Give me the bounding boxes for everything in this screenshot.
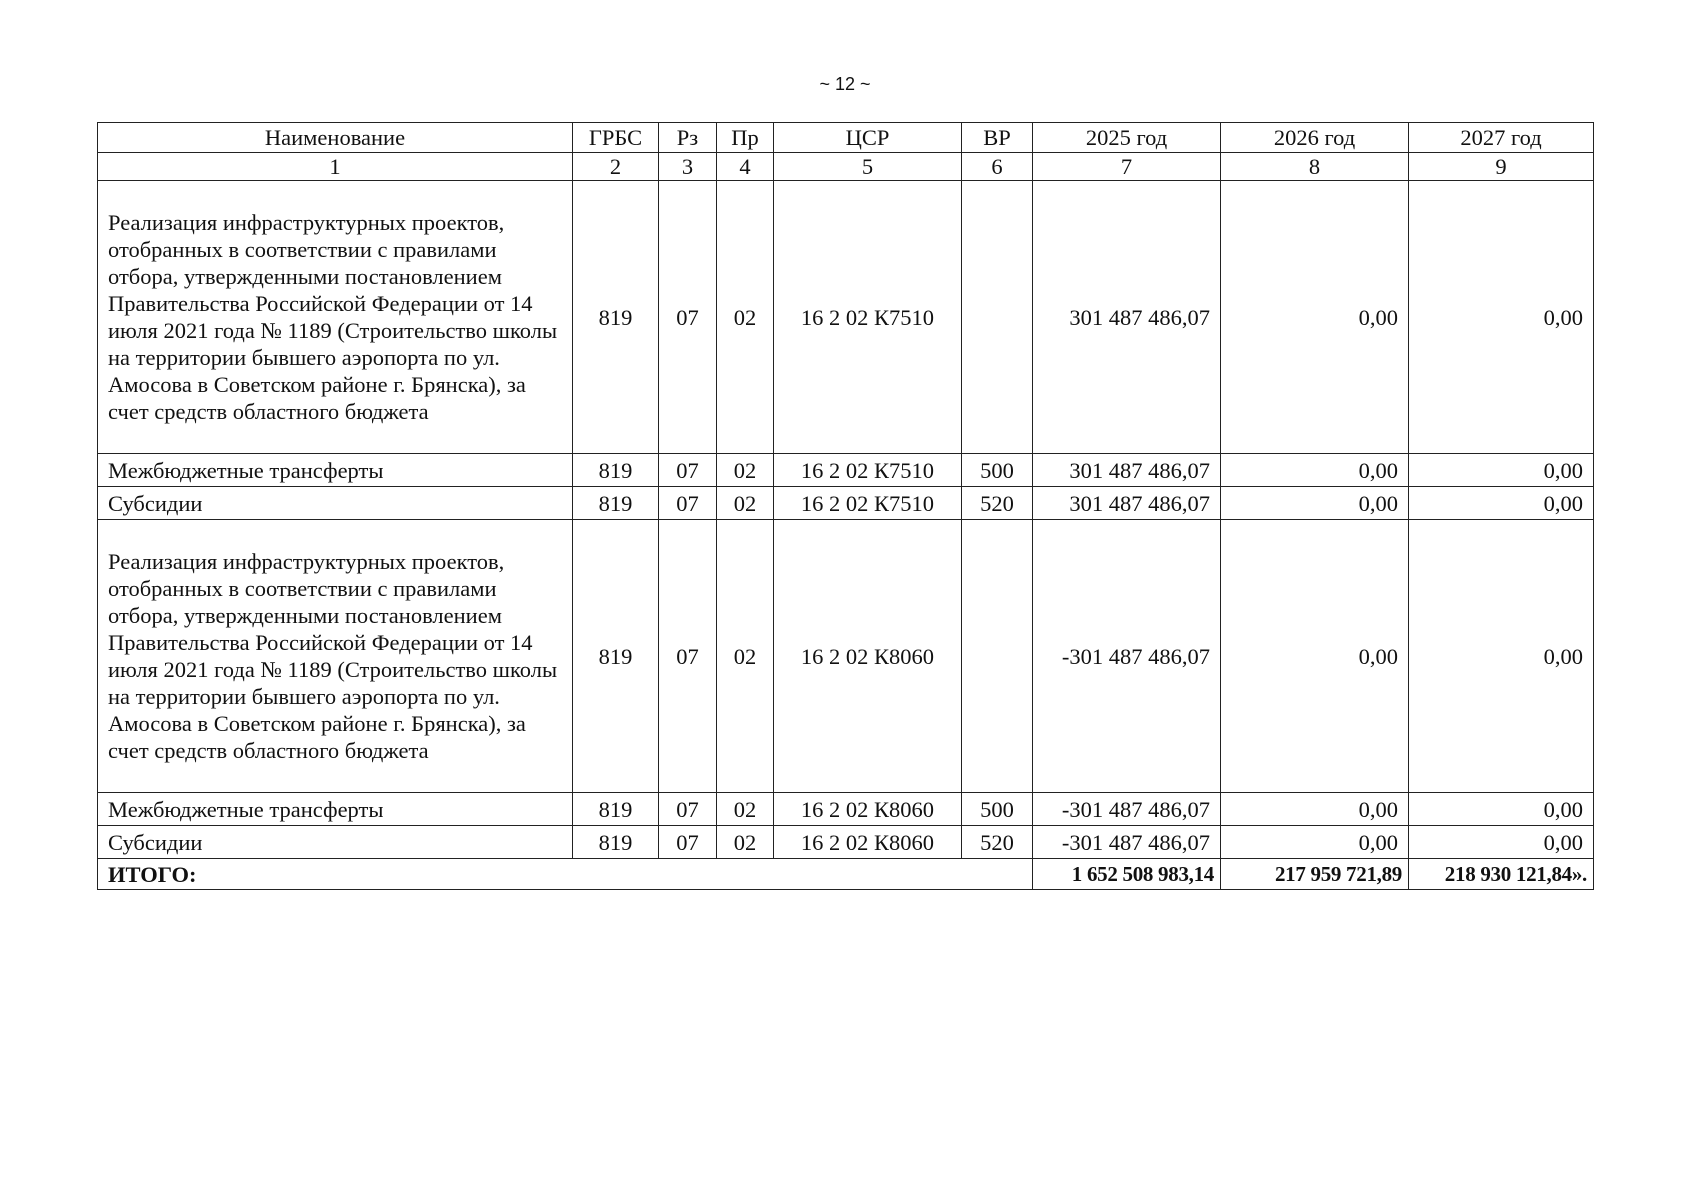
row-grbs: 819 [573,487,659,520]
row-2027: 0,00 [1409,487,1594,520]
row-name: Субсидии [98,826,573,859]
row-2026: 0,00 [1221,793,1409,826]
row-csr: 16 2 02 К7510 [774,181,962,454]
row-vr [962,181,1033,454]
row-2026: 0,00 [1221,826,1409,859]
row-csr: 16 2 02 К8060 [774,793,962,826]
header-rz: Рз [659,123,717,153]
table-row [98,826,1594,859]
table-row [98,454,1594,487]
total-row [98,859,1594,890]
row-name: Реализация инфраструктурных проектов, отобранных в соответствии с правилами отбора, утвержденными постановлением Правительства Российской Федерации от 14 июля 2021 года № 1189 (Строительство школы на территории бывшего аэропорта по ул. Амосова в Советском районе г. Брянска), за счет средств областного бюджета [98,181,573,454]
row-2026: 0,00 [1221,487,1409,520]
table-row [98,520,1594,793]
row-grbs: 819 [573,181,659,454]
row-2025: -301 487 486,07 [1033,520,1221,793]
row-pr: 02 [717,826,774,859]
row-2025: 301 487 486,07 [1033,454,1221,487]
header-vr: ВР [962,123,1033,153]
row-rz: 07 [659,793,717,826]
total-2026: 217 959 721,89 [1221,859,1409,890]
table-row [98,181,1594,454]
header-pr: Пр [717,123,774,153]
header-2027: 2027 год [1409,123,1594,153]
row-2025: -301 487 486,07 [1033,793,1221,826]
total-label: ИТОГО: [98,859,1033,890]
table-row [98,487,1594,520]
column-number-row [98,153,1594,181]
row-rz: 07 [659,826,717,859]
column-number: 3 [659,153,717,181]
column-number: 4 [717,153,774,181]
row-rz: 07 [659,487,717,520]
row-2027: 0,00 [1409,826,1594,859]
column-number: 7 [1033,153,1221,181]
total-2025: 1 652 508 983,14 [1033,859,1221,890]
row-pr: 02 [717,454,774,487]
row-grbs: 819 [573,826,659,859]
column-number: 8 [1221,153,1409,181]
row-name: Межбюджетные трансферты [98,793,573,826]
header-name: Наименование [98,123,573,153]
header-csr: ЦСР [774,123,962,153]
row-rz: 07 [659,181,717,454]
header-2026: 2026 год [1221,123,1409,153]
row-grbs: 819 [573,454,659,487]
column-number: 6 [962,153,1033,181]
row-name: Межбюджетные трансферты [98,454,573,487]
table-header-row [98,123,1594,153]
header-2025: 2025 год [1033,123,1221,153]
header-grbs: ГРБС [573,123,659,153]
row-2027: 0,00 [1409,520,1594,793]
row-csr: 16 2 02 К8060 [774,520,962,793]
row-grbs: 819 [573,520,659,793]
row-name: Реализация инфраструктурных проектов, отобранных в соответствии с правилами отбора, утвержденными постановлением Правительства Российской Федерации от 14 июля 2021 года № 1189 (Строительство школы на территории бывшего аэропорта по ул. Амосова в Советском районе г. Брянска), за счет средств областного бюджета [98,520,573,793]
row-2026: 0,00 [1221,454,1409,487]
row-pr: 02 [717,520,774,793]
row-pr: 02 [717,181,774,454]
row-pr: 02 [717,487,774,520]
budget-table [97,122,1594,890]
row-pr: 02 [717,793,774,826]
row-2027: 0,00 [1409,181,1594,454]
row-2025: -301 487 486,07 [1033,826,1221,859]
row-grbs: 819 [573,793,659,826]
row-name: Субсидии [98,487,573,520]
row-2027: 0,00 [1409,793,1594,826]
row-csr: 16 2 02 К7510 [774,487,962,520]
column-number: 9 [1409,153,1594,181]
row-vr: 520 [962,826,1033,859]
column-number: 1 [98,153,573,181]
row-2026: 0,00 [1221,520,1409,793]
row-vr [962,520,1033,793]
row-2025: 301 487 486,07 [1033,487,1221,520]
row-2026: 0,00 [1221,181,1409,454]
row-rz: 07 [659,520,717,793]
total-2027: 218 930 121,84». [1409,859,1594,890]
row-csr: 16 2 02 К8060 [774,826,962,859]
column-number: 2 [573,153,659,181]
row-vr: 500 [962,793,1033,826]
column-number: 5 [774,153,962,181]
row-2025: 301 487 486,07 [1033,181,1221,454]
row-csr: 16 2 02 К7510 [774,454,962,487]
table-row [98,793,1594,826]
page-number: ~ 12 ~ [819,74,871,94]
row-2027: 0,00 [1409,454,1594,487]
row-rz: 07 [659,454,717,487]
row-vr: 520 [962,487,1033,520]
row-vr: 500 [962,454,1033,487]
